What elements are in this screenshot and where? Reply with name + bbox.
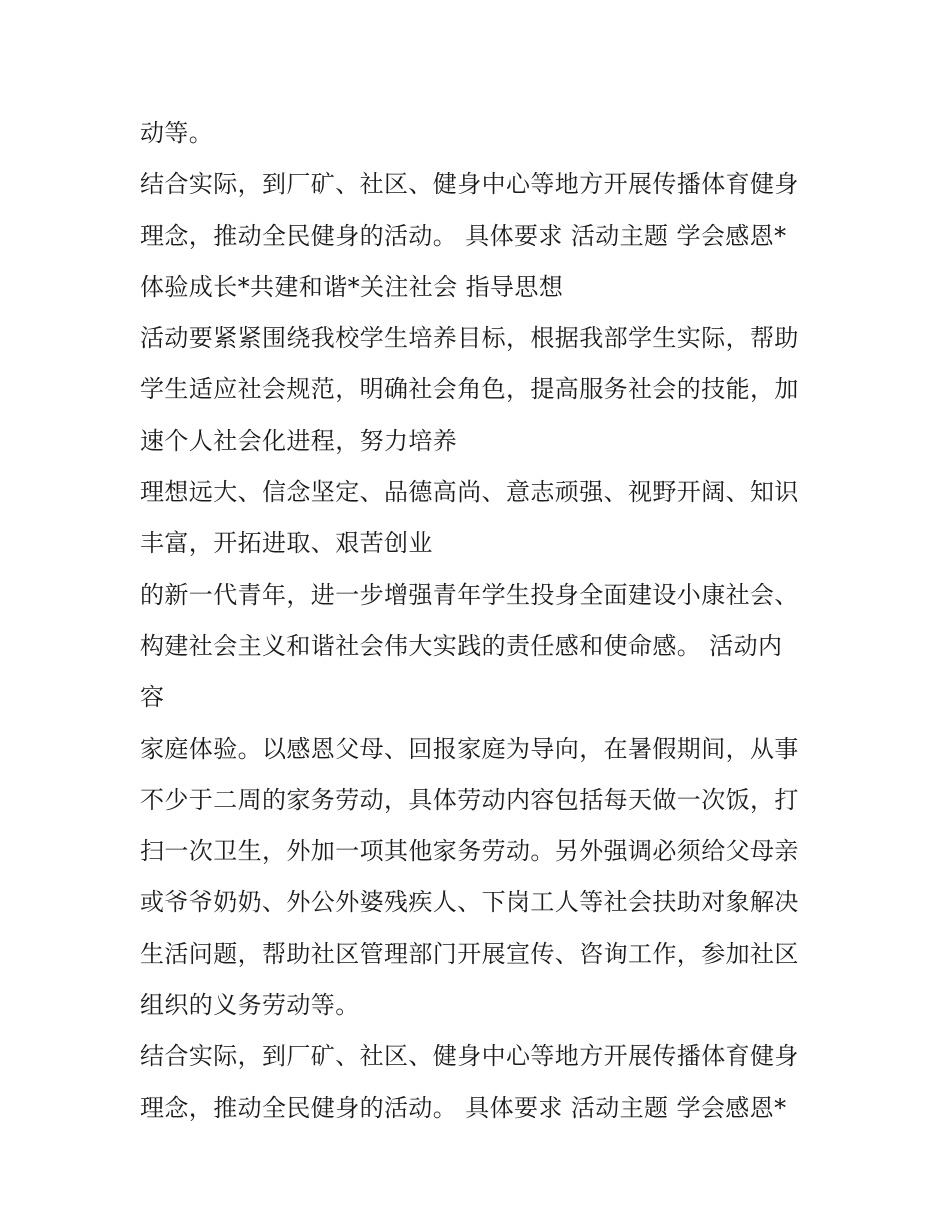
text-line: 的新一代青年，进一步增强青年学生投身全面建设小康社会、: [140, 580, 799, 609]
text-line: 速个人社会化进程，努力培养: [140, 426, 458, 455]
text-line: 体验成长*共建和谐*关注社会 指导思想: [140, 272, 564, 301]
text-line: 组织的义务劳动等。: [140, 991, 360, 1020]
text-line: 家庭体验。以感恩父母、回报家庭为导向，在暑假期间，从事: [140, 734, 799, 763]
text-line: 容: [140, 683, 165, 712]
text-line: 不少于二周的家务劳动，具体劳动内容包括每天做一次饭，打: [140, 785, 799, 814]
text-line: 生活问题，帮助社区管理部门开展宣传、咨询工作，参加社区: [140, 939, 799, 968]
text-line: 动等。: [140, 119, 214, 147]
document-body: [140, 108, 820, 1134]
text-line: 理念，推动全民健身的活动。 具体要求 活动主题 学会感恩*: [140, 1093, 787, 1122]
text-line: 扫一次卫生，外加一项其他家务劳动。另外强调必须给父母亲: [140, 837, 799, 866]
text-line: 理想远大、信念坚定、品德高尚、意志顽强、视野开阔、知识: [140, 478, 799, 507]
text-line: 理念，推动全民健身的活动。 具体要求 活动主题 学会感恩*: [140, 221, 787, 250]
text-line: 学生适应社会规范，明确社会角色，提高服务社会的技能，加: [140, 375, 799, 404]
text-line: 或爷爷奶奶、外公外婆残疾人、下岗工人等社会扶助对象解决: [140, 888, 799, 917]
text-line: 丰富，开拓进取、艰苦创业: [140, 529, 433, 558]
text-line: 结合实际，到厂矿、社区、健身中心等地方开展传播体育健身: [140, 170, 799, 199]
text-line: 构建社会主义和谐社会伟大实践的责任感和使命感。 活动内: [140, 631, 783, 660]
text-line: 结合实际，到厂矿、社区、健身中心等地方开展传播体育健身: [140, 1042, 799, 1071]
text-line: 活动要紧紧围绕我校学生培养目标，根据我部学生实际，帮助: [140, 324, 799, 353]
